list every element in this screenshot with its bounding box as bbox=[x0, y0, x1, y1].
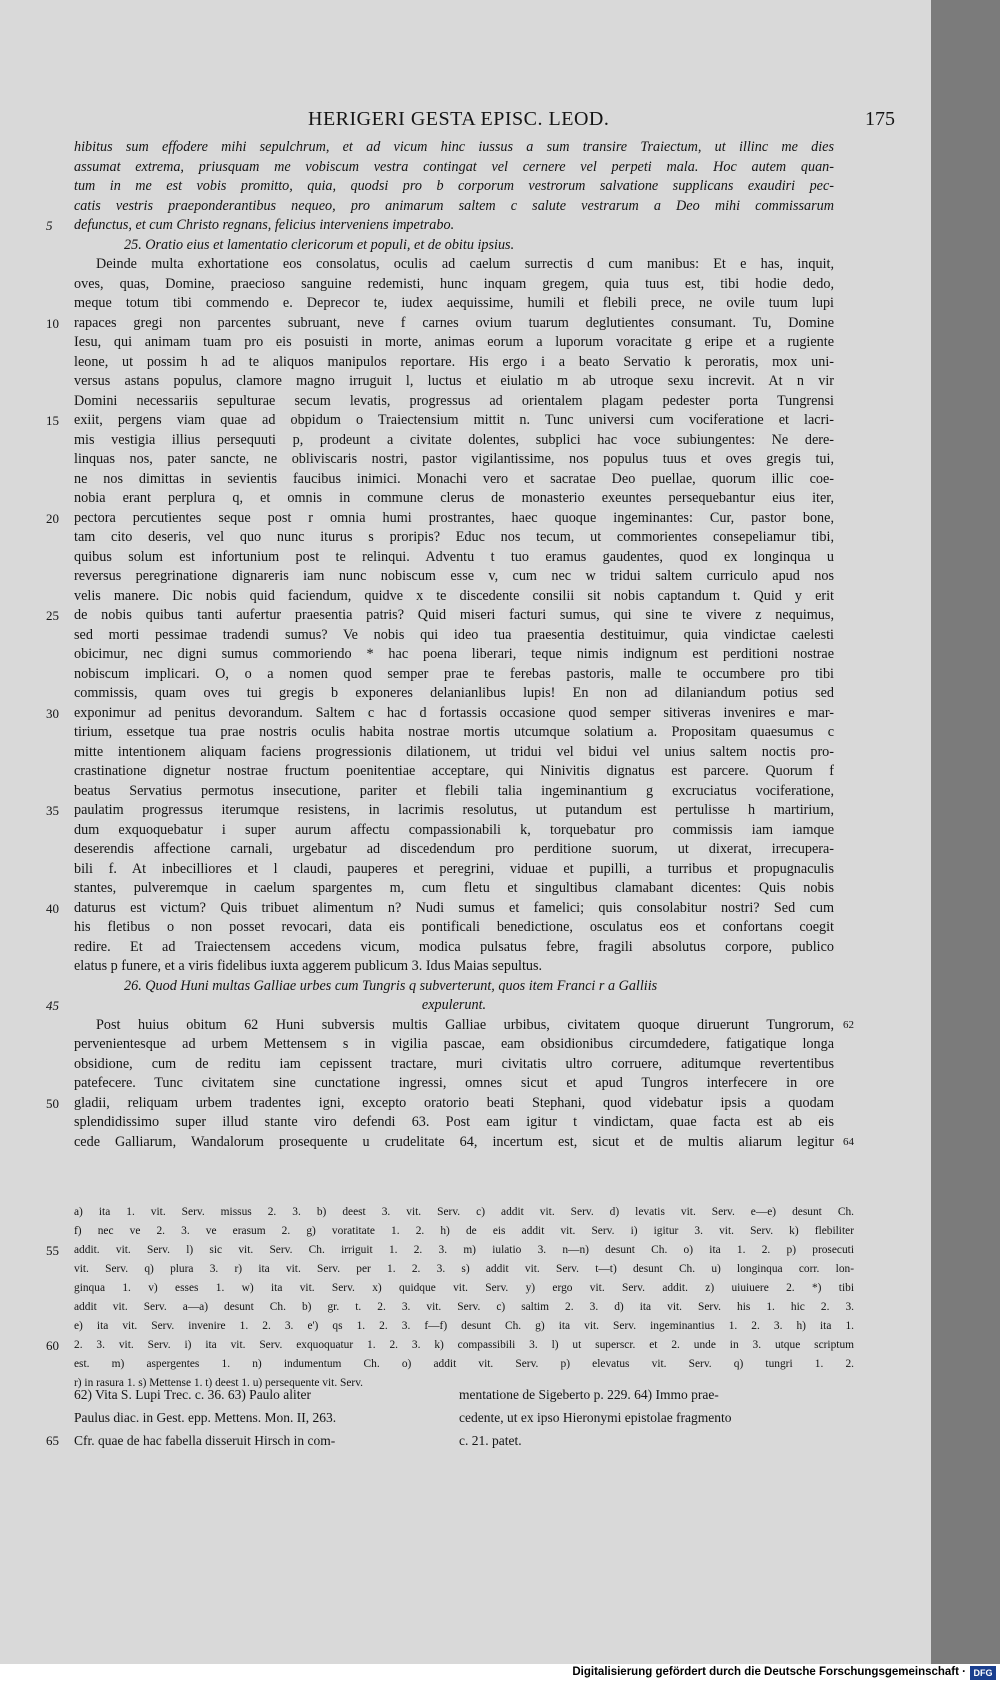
text-line bbox=[74, 567, 834, 587]
critical-apparatus bbox=[46, 1203, 854, 1393]
text-line bbox=[46, 216, 834, 236]
text-line bbox=[74, 333, 834, 353]
line-text: est. m) aspergentes 1. n) indumentum Ch. o) addit vit. Serv. p) elevatus vit. Serv. q) tungri 1. 2. bbox=[74, 1358, 854, 1370]
text-line bbox=[74, 431, 834, 451]
section-heading-25: 25. Oratio eius et lamentatio clericorum et populi, et de obitu ipsius. bbox=[124, 236, 515, 253]
line-number: 55 bbox=[46, 1243, 59, 1258]
line-text: paulatim progressus iterumque resistens, in lacrimis resolutus, ut putandum est pertulisse h martirium, bbox=[74, 802, 834, 818]
line-text: oves, quas, Domine, praecioso sanguine redemisti, hunc inquam gregem, quia tuus est, tibi hodie dedo, bbox=[74, 275, 834, 292]
line-text: obicimur, nec digni sumus commoriendo * hac poena liberari, teque nimis indignum est perditioni nostrae bbox=[74, 646, 834, 662]
text-line bbox=[74, 197, 834, 217]
line-number: 65 bbox=[46, 1433, 59, 1448]
line-text: patefecere. Tunc civitatem sine cunctatione ingressi, omnes sicut et apud Tungros interfecere in ore bbox=[74, 1075, 834, 1091]
text-line bbox=[74, 138, 834, 158]
line-text: beatus Servatius permotus insecutione, pariter et flebili talia ingeminantium g excruciatus vociferatione, bbox=[74, 782, 834, 799]
text-line bbox=[74, 1317, 854, 1336]
text-line bbox=[74, 528, 834, 548]
footnote-row bbox=[74, 1383, 844, 1406]
footnote-left-column: 62) Vita S. Lupi Trec. c. 36. 63) Paulo aliter bbox=[74, 1387, 312, 1402]
line-text: leone, ut possim h ad te aliquos manipulos reportare. His ergo i a beato Servatio k peroratis, mox uni- bbox=[74, 353, 834, 370]
text-line bbox=[74, 723, 834, 743]
line-text: catis vestris praeponderantibus nequeo, pro animarum saltem c salute vestrarum a Deo mihi commissarum bbox=[74, 197, 834, 214]
line-number: 15 bbox=[46, 413, 59, 428]
line-text: Deinde multa exhortatione eos consolatus, oculis ad caelum surrectis d cum manibus: Et e has, inquit, bbox=[96, 256, 834, 272]
line-text: sed morti pessimae tradendi sumus? Ve nobis qui ideo tua praesentia destituimur, quia vindictae caelesti bbox=[74, 626, 834, 643]
line-text: redire. Et ad Traiectensem accedens vicum, modica pulsatus febre, fragili absolutus corpore, publico bbox=[74, 938, 834, 955]
line-text: mitte intentionem aliquam faciens progressionis dilationem, ut tridui vel bidui vel unius saltem noctis pro- bbox=[74, 743, 834, 760]
line-text: assumat extrema, priusquam me vobiscum vestra contingat vel cernere vel perpeti mala. Hoc autem quan- bbox=[74, 158, 834, 175]
line-text: pectora percutientes seque post r omnia humi prostrantes, haec quoque ingeminantes: Cur, pastor bone, bbox=[74, 509, 834, 526]
line-text: dum exquoquebatur i super aurum affectu compassionabili k, torquebatur pro commissis iam iamque bbox=[74, 821, 834, 838]
line-text: exiit, pergens viam quae ad obpidum o Traiectensium mittit n. Tunc universi cum vociferatione et lacri- bbox=[74, 412, 834, 428]
footnote-right-column: c. 21. patet. bbox=[459, 1433, 522, 1448]
digitization-footer bbox=[0, 1664, 1000, 1684]
section-heading-26-line2 bbox=[46, 996, 834, 1016]
text-line bbox=[74, 684, 834, 704]
footnote-right-column: cedente, ut ex ipso Hieronymi epistolae fragmento bbox=[459, 1410, 732, 1425]
line-number: 35 bbox=[46, 803, 59, 818]
text-line bbox=[46, 801, 834, 821]
line-text: nobiscum implicari. O, o a nomen quod semper prae te ferebas pastoris, malle te occumbere pro tibi bbox=[74, 665, 834, 682]
line-text: tirium, essetque tua prae nostris oculis habita nostrae mortis utcumque solatium a. Propositam quaesumus c bbox=[74, 724, 834, 740]
dfg-credit: Digitalisierung gefördert durch die Deutsche Forschungsgemeinschaft · bbox=[572, 1666, 966, 1678]
line-text: ginqua 1. v) esses 1. w) ita vit. Serv. x) quidque vit. Serv. y) ergo vit. Serv. addit. z) uiuiuere 2. *) tibi bbox=[74, 1282, 854, 1294]
text-line bbox=[74, 1260, 854, 1279]
line-number: 10 bbox=[46, 315, 59, 331]
line-text: Iesu, qui animam tuam pro eis posuisti in morte, animas eorum a luporum voracitate g eripe et a rugiente bbox=[74, 334, 834, 350]
line-number: 20 bbox=[46, 510, 59, 526]
text-line bbox=[46, 314, 834, 334]
line-text: tam cito deseris, vel quo nunc iturus s proripis? Educ nos tecum, ut commorientes consepeliamur tibi, bbox=[74, 529, 834, 545]
text-line bbox=[74, 548, 834, 568]
text-block-1 bbox=[46, 138, 834, 236]
text-line bbox=[46, 1336, 854, 1355]
text-line bbox=[74, 177, 834, 197]
text-line bbox=[46, 899, 834, 919]
text-line bbox=[74, 626, 834, 646]
text-line bbox=[74, 1035, 834, 1055]
footnote-right-column: mentatione de Sigeberto p. 229. 64) Immo prae- bbox=[459, 1387, 719, 1402]
running-header bbox=[0, 108, 931, 134]
line-number: 30 bbox=[46, 705, 59, 721]
line-text: stantes, pulveremque in caelum spargentes m, cum fletu et singultibus clamabant dicentes: Quis nobis bbox=[74, 880, 834, 896]
line-text: e) ita vit. Serv. invenire 1. 2. 3. e') qs 1. 2. 3. f—f) desunt Ch. g) ita vit. Serv. ingeminantius 1. 2. 3. h) ita 1. bbox=[74, 1320, 854, 1332]
footnote-left-column: Cfr. quae de hac fabella disseruit Hirsch in com- bbox=[74, 1433, 336, 1448]
text-block-3 bbox=[46, 1016, 854, 1153]
text-line bbox=[74, 1133, 854, 1153]
text-line bbox=[74, 1055, 834, 1075]
text-line bbox=[74, 762, 834, 782]
line-number: 45 bbox=[46, 998, 59, 1013]
line-number: 60 bbox=[46, 1338, 59, 1353]
text-line bbox=[74, 1113, 834, 1133]
text-line bbox=[74, 645, 834, 665]
footnote-row bbox=[46, 1429, 844, 1452]
text-line bbox=[74, 372, 834, 392]
margin-note-number: 64 bbox=[843, 1135, 854, 1148]
line-text: commissis, quam oves tui gregis b exponeres delanianlibus lupis! En non ad dilaniandum potius sed bbox=[74, 685, 834, 701]
line-text: vit. Serv. q) plura 3. r) ita vit. Serv. per 1. 2. 3. s) addit vit. Serv. t—t) desunt Ch. u) longinqua corr. lon- bbox=[74, 1263, 854, 1275]
line-text: exponimur ad penitus devorandum. Saltem c hac d fortassis occasione quod semper sitiveras invenires e mar- bbox=[74, 704, 834, 721]
line-text: meque totum tibi commendo e. Deprecor te, iudex aequissime, humili et flebili prece, ne ovile tuum lupi bbox=[74, 295, 834, 311]
text-line bbox=[46, 704, 834, 724]
text-line bbox=[74, 470, 834, 490]
main-text bbox=[46, 138, 854, 1152]
line-text: rapaces gregi non parcentes subruant, neve f carnes ovium tuarum deglutientes consumant. Tu, Domine bbox=[74, 314, 834, 331]
line-text: 2. 3. vit. Serv. i) ita vit. Serv. exquoquatur 1. 2. 3. k) compassibili 3. l) ut superscr. et 2. unde in 3. utque scriptum bbox=[74, 1339, 854, 1351]
text-line bbox=[74, 821, 834, 841]
text-line bbox=[74, 392, 834, 412]
text-line bbox=[74, 840, 834, 860]
line-text: cede Galliarum, Wandalorum prosequente u crudelitate 64, incertum est, sicut et de multis aliarum legitur bbox=[74, 1133, 834, 1150]
line-text: velis manere. Dic nobis quid faciendum, quidve x te discedente consilii sit nobis captandum t. Quid y erit bbox=[74, 587, 834, 604]
text-line bbox=[74, 158, 834, 178]
margin-note-number: 62 bbox=[843, 1018, 854, 1031]
text-line bbox=[74, 957, 834, 977]
footnotes bbox=[46, 1383, 844, 1452]
footnote-left-column: Paulus diac. in Gest. epp. Mettens. Mon. II, 263. bbox=[74, 1410, 337, 1425]
line-text: r) in rasura 1. s) Mettense 1. t) deest 1. u) persequente vit. Serv. bbox=[74, 1377, 364, 1389]
line-text: quibus solum est infortunium post te relinqui. Adventu t tuo eramus gaudentes, quod ex longinqua u bbox=[74, 548, 834, 565]
text-line bbox=[74, 1074, 834, 1094]
text-line bbox=[74, 587, 834, 607]
text-line bbox=[74, 1016, 854, 1036]
line-text: gladii, reliquam urbem tradentes igni, excepto oratorio beati Stephani, quod videbatur ipsis a quodam bbox=[74, 1094, 834, 1111]
text-line bbox=[74, 782, 834, 802]
line-text: addit. vit. Serv. l) sic vit. Serv. Ch. irriguit 1. 2. 3. m) iulatio 3. n—n) desunt Ch. o) ita 1. 2. p) prosecuti bbox=[74, 1244, 854, 1256]
line-number: 25 bbox=[46, 608, 59, 623]
text-line bbox=[74, 294, 834, 314]
page-number: 175 bbox=[865, 108, 895, 130]
section-heading-26-line1: 26. Quod Huni multas Galliae urbes cum Tungris q subverterunt, quos item Franci r a Galliis bbox=[124, 977, 658, 994]
text-line bbox=[74, 255, 834, 275]
line-text: a) ita 1. vit. Serv. missus 2. 3. b) deest 3. vit. Serv. c) addit vit. Serv. d) levatis vit. Serv. e—e) desunt Ch. bbox=[74, 1206, 854, 1218]
text-line bbox=[74, 1203, 854, 1222]
line-text: reversus peregrinatione dignareris iam nunc nobiscum esse v, cum nec w tridui saltem curriculo apud nos bbox=[74, 568, 834, 584]
line-text: addit vit. Serv. a—a) desunt Ch. b) gr. t. 2. 3. vit. Serv. c) saltim 2. 3. d) ita vit. Serv. his 1. hic 2. 3. bbox=[74, 1301, 854, 1313]
section-heading-26-text2: expulerunt. bbox=[421, 997, 487, 1013]
line-text: linquas nos, pater sancte, ne obliviscaris nostri, pastor vigilantissime, nos populus tuus et oves gregis tui, bbox=[74, 451, 834, 467]
text-line bbox=[46, 411, 834, 431]
text-line bbox=[74, 1355, 854, 1374]
line-text: nobia erant perplura q, et omnis in commune clerus de monasterio exeuntes persequebantur eius iter, bbox=[74, 490, 834, 506]
line-text: his fletibus o non posset revocari, data eis pontificali benedictione, osculatus eos et confortans coegit bbox=[74, 919, 834, 935]
text-line bbox=[74, 489, 834, 509]
line-number: 5 bbox=[46, 218, 53, 233]
text-line bbox=[74, 860, 834, 880]
line-text: defunctus, et cum Christo regnans, felicius interveniens impetrabo. bbox=[74, 217, 455, 233]
text-line bbox=[46, 509, 834, 529]
text-line bbox=[74, 879, 834, 899]
line-text: pervenientesque ad urbem Mettensem s in vigilia pascae, eam obsidionibus circumdedere, fatigatique longa bbox=[74, 1036, 834, 1052]
line-text: elatus p funere, et a viris fidelibus iuxta aggerem publicum 3. Idus Maias sepultus. bbox=[74, 958, 543, 974]
footnote-row bbox=[74, 1406, 844, 1429]
text-block-2 bbox=[46, 255, 834, 977]
line-text: Domini necessariis sepulturae secum levatis, progressus ad orientalem plagam pedester porta Tungrensi bbox=[74, 392, 834, 409]
text-line bbox=[74, 938, 834, 958]
line-text: bili f. At inbecilliores et l claudi, pauperes et peregrini, viduae et pupilli, a turribus et propugnaculis bbox=[74, 860, 834, 877]
line-text: crastinatione dignetur nostrae fructum poenitentiae acceptare, qui Ninivitis dignatus est parcere. Quorum f bbox=[74, 763, 834, 779]
line-text: f) nec ve 2. 3. ve erasum 2. g) voratitate 1. 2. h) de eis addit vit. Serv. i) igitur 3. vit. Serv. k) flebiliter bbox=[74, 1225, 854, 1237]
dfg-logo: DFG bbox=[970, 1666, 996, 1680]
text-line bbox=[46, 1094, 834, 1114]
text-line bbox=[46, 606, 834, 626]
text-line bbox=[74, 1222, 854, 1241]
section-heading-26 bbox=[74, 977, 834, 997]
line-number: 40 bbox=[46, 900, 59, 916]
line-text: versus astans populus, clamore magno irruguit l, luctus et eiulatio m ab utroque sexu increvit. At n vir bbox=[74, 373, 834, 389]
text-line bbox=[74, 1279, 854, 1298]
text-line bbox=[74, 665, 834, 685]
line-text: daturus est victum? Quis tribuet alimentum n? Nudi sumus et famelici; quis consolabitur nostri? Sed cum bbox=[74, 899, 834, 916]
line-text: deserendis affectione carnali, urgebatur ad discedendum pro perditione suorum, ut dixerat, irrecupera- bbox=[74, 841, 834, 857]
text-line bbox=[74, 450, 834, 470]
line-text: splendidissimo super illud stante viro defendi 63. Post eam igitur t vindictam, quae facta est ab eis bbox=[74, 1114, 834, 1130]
text-line bbox=[74, 918, 834, 938]
line-text: mis vestigia illius persequuti p, prodeunt a civitate dolentes, subplici hac voce subiungentes: Ne dere- bbox=[74, 431, 834, 448]
text-line bbox=[74, 743, 834, 763]
line-text: de nobis quibus tanti aufertur praesentia patris? Quid miseri facturi sumus, qui sine te vivere z nequimus, bbox=[74, 607, 834, 623]
running-title: HERIGERI GESTA EPISC. LEOD. bbox=[308, 108, 610, 130]
line-text: hibitus sum effodere mihi sepulchrum, et ad vicum hinc iussus a sum transire Traiectum, ut illinc me dies bbox=[74, 139, 834, 155]
line-text: tum in me est vobis promitto, quia, quodsi pro b corporum vestrorum salvatione supplicans exaudiri pec- bbox=[74, 178, 834, 194]
line-number: 50 bbox=[46, 1095, 59, 1111]
text-line bbox=[74, 275, 834, 295]
text-line bbox=[46, 1241, 854, 1260]
text-line bbox=[74, 1298, 854, 1317]
text-line bbox=[74, 353, 834, 373]
line-text: obsidione, cum de reditu iam cepissent tractare, muri civitatis ultro corruere, aditumque revertentibus bbox=[74, 1055, 834, 1072]
line-text: Post huius obitum 62 Huni subversis multis Galliae urbibus, civitatem quoque diruerunt Tungrorum, bbox=[96, 1016, 834, 1033]
line-text: ne nos dimittas in sevientis faucibus inimici. Monachi vero et sacratae Deo puellae, quorum illic coe- bbox=[74, 470, 834, 487]
